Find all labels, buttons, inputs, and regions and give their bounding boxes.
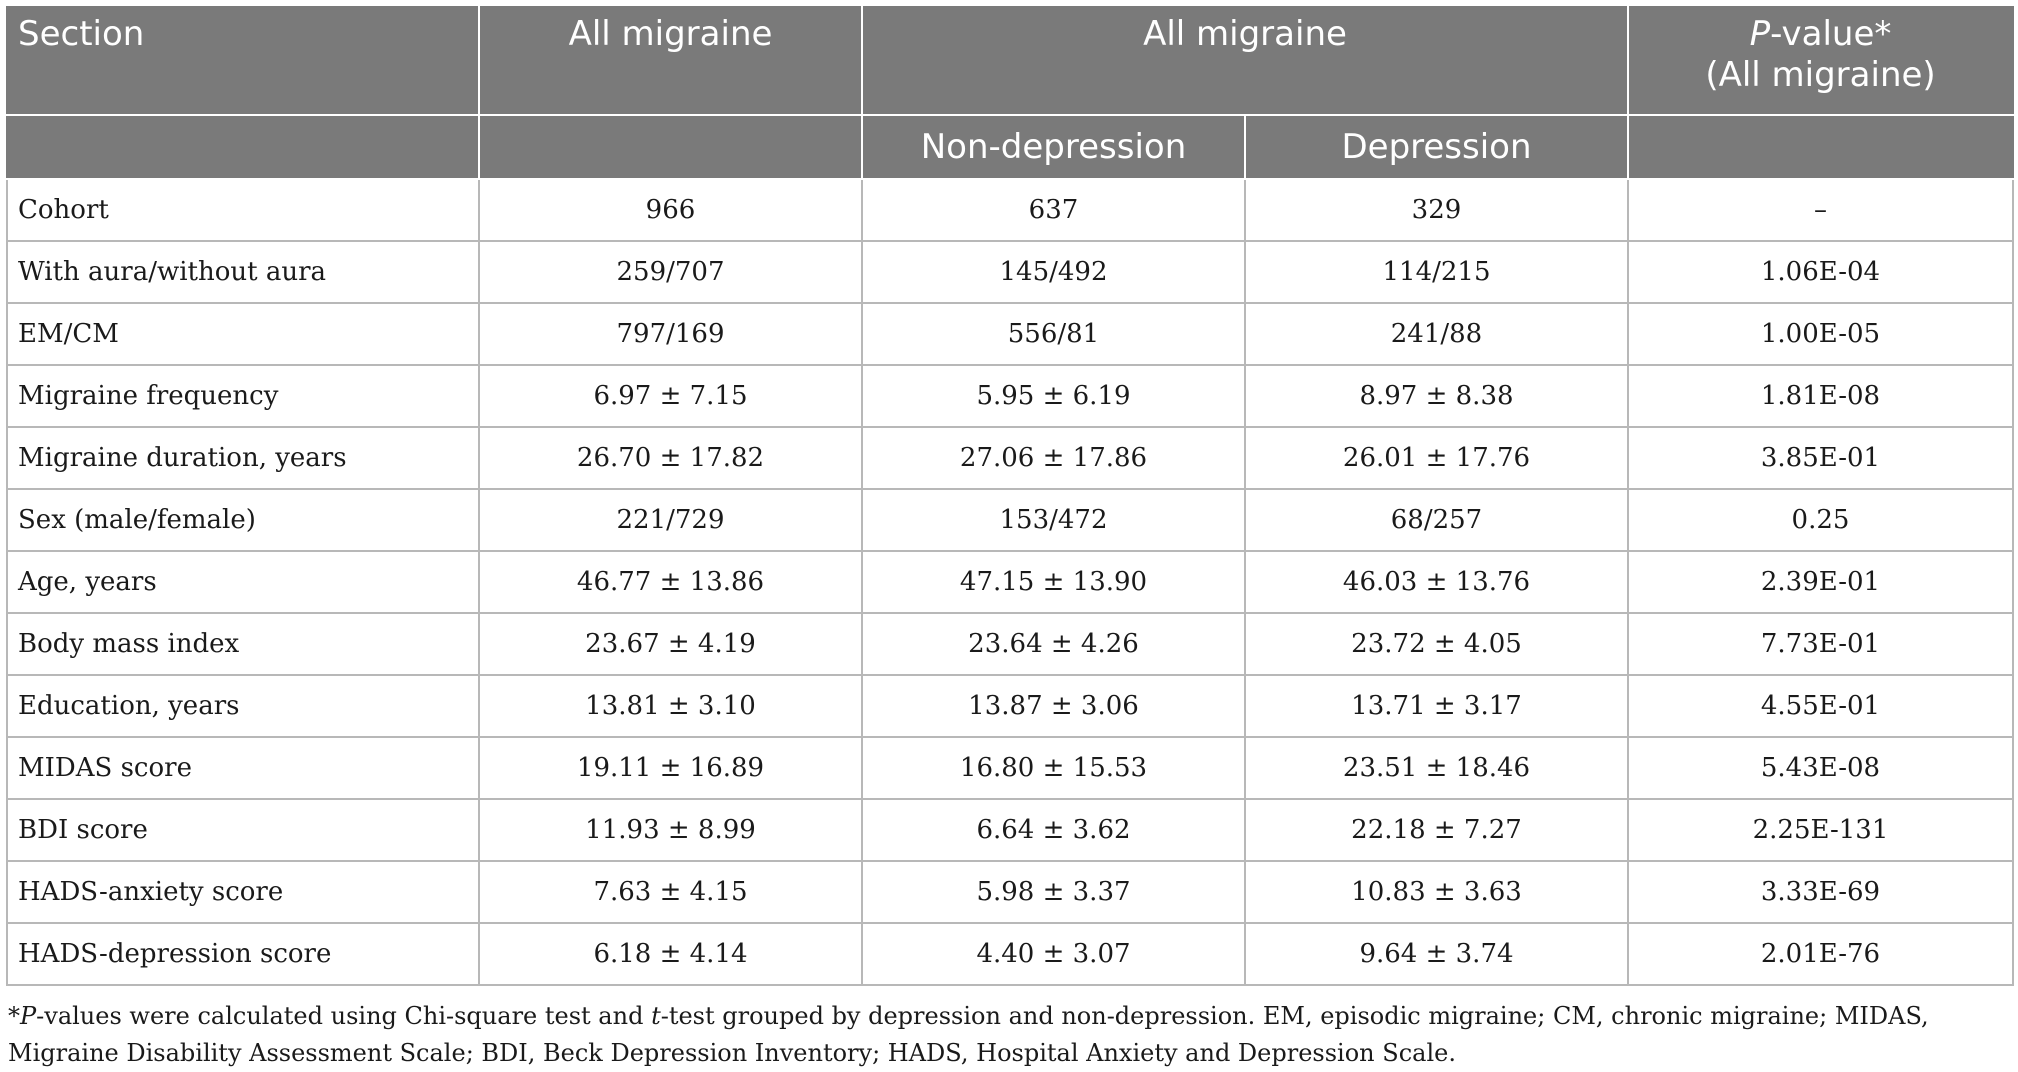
cell-section: Migraine frequency: [7, 365, 479, 427]
table-container: [6, 6, 2012, 1072]
header-pvalue-italic: P: [1749, 14, 1771, 54]
header-empty-all: [479, 115, 862, 179]
cell-section: Sex (male/female): [7, 489, 479, 551]
cell-depression: 114/215: [1245, 241, 1628, 303]
table-footnote: [6, 998, 2008, 1072]
cell-pvalue: 2.25E-131: [1628, 799, 2013, 861]
cell-non-depression: 5.95 ± 6.19: [862, 365, 1245, 427]
table-row: [7, 737, 2013, 799]
cell-all-migraine: 221/729: [479, 489, 862, 551]
cell-non-depression: 47.15 ± 13.90: [862, 551, 1245, 613]
cell-all-migraine: 23.67 ± 4.19: [479, 613, 862, 675]
cell-depression: 13.71 ± 3.17: [1245, 675, 1628, 737]
cell-section: Age, years: [7, 551, 479, 613]
footnote-star: *: [8, 1002, 20, 1030]
table-row: [7, 241, 2013, 303]
table-row: [7, 861, 2013, 923]
header-pvalue-rest: -value*: [1770, 14, 1892, 54]
table-row: [7, 427, 2013, 489]
cell-all-migraine: 26.70 ± 17.82: [479, 427, 862, 489]
header-pvalue-sub: (All migraine): [1705, 55, 1936, 95]
cell-all-migraine: 19.11 ± 16.89: [479, 737, 862, 799]
header-empty-pvalue: [1628, 115, 2013, 179]
cell-all-migraine: 46.77 ± 13.86: [479, 551, 862, 613]
cell-pvalue: 2.39E-01: [1628, 551, 2013, 613]
cell-all-migraine: 11.93 ± 8.99: [479, 799, 862, 861]
header-all-migraine: All migraine: [479, 7, 862, 115]
cell-pvalue: 3.33E-69: [1628, 861, 2013, 923]
cell-pvalue: –: [1628, 179, 2013, 241]
table-row: [7, 613, 2013, 675]
table-row: [7, 799, 2013, 861]
cell-depression: 241/88: [1245, 303, 1628, 365]
cell-depression: 23.51 ± 18.46: [1245, 737, 1628, 799]
cell-non-depression: 13.87 ± 3.06: [862, 675, 1245, 737]
cell-depression: 22.18 ± 7.27: [1245, 799, 1628, 861]
cell-pvalue: 3.85E-01: [1628, 427, 2013, 489]
cell-pvalue: 7.73E-01: [1628, 613, 2013, 675]
table-row: [7, 489, 2013, 551]
cell-depression: 68/257: [1245, 489, 1628, 551]
cell-section: Body mass index: [7, 613, 479, 675]
cell-section: Migraine duration, years: [7, 427, 479, 489]
table-row: [7, 365, 2013, 427]
cell-all-migraine: 7.63 ± 4.15: [479, 861, 862, 923]
footnote-part2: -test grouped by depression and non-depression. EM, episodic migraine; CM, chronic migraine; MIDAS, Migraine Disability Assessment Scale; BDI, Beck Depression Inventory; HADS, Hospital Anxiety and Depression Scale.: [8, 1002, 1929, 1067]
header-depression: Depression: [1245, 115, 1628, 179]
cell-depression: 10.83 ± 3.63: [1245, 861, 1628, 923]
cell-pvalue: 2.01E-76: [1628, 923, 2013, 985]
header-pvalue: [1628, 7, 2013, 115]
table-row: [7, 923, 2013, 985]
cell-depression: 23.72 ± 4.05: [1245, 613, 1628, 675]
cell-non-depression: 4.40 ± 3.07: [862, 923, 1245, 985]
table-row: [7, 303, 2013, 365]
cell-non-depression: 16.80 ± 15.53: [862, 737, 1245, 799]
header-non-depression: Non-depression: [862, 115, 1245, 179]
header-row-2: [7, 115, 2013, 179]
cell-pvalue: 4.55E-01: [1628, 675, 2013, 737]
header-section: Section: [7, 7, 479, 115]
header-row-1: [7, 7, 2013, 115]
cell-section: HADS-anxiety score: [7, 861, 479, 923]
cell-non-depression: 23.64 ± 4.26: [862, 613, 1245, 675]
cell-pvalue: 1.00E-05: [1628, 303, 2013, 365]
cell-all-migraine: 6.97 ± 7.15: [479, 365, 862, 427]
cell-depression: 8.97 ± 8.38: [1245, 365, 1628, 427]
cell-pvalue: 5.43E-08: [1628, 737, 2013, 799]
cell-all-migraine: 966: [479, 179, 862, 241]
cell-pvalue: 1.06E-04: [1628, 241, 2013, 303]
table-row: [7, 179, 2013, 241]
cell-all-migraine: 13.81 ± 3.10: [479, 675, 862, 737]
cell-non-depression: 637: [862, 179, 1245, 241]
cell-section: With aura/without aura: [7, 241, 479, 303]
cell-pvalue: 0.25: [1628, 489, 2013, 551]
demographics-table: [6, 6, 2014, 986]
cell-non-depression: 556/81: [862, 303, 1245, 365]
header-empty-section: [7, 115, 479, 179]
cell-section: BDI score: [7, 799, 479, 861]
cell-depression: 26.01 ± 17.76: [1245, 427, 1628, 489]
cell-section: Education, years: [7, 675, 479, 737]
cell-section: HADS-depression score: [7, 923, 479, 985]
cell-non-depression: 145/492: [862, 241, 1245, 303]
cell-depression: 329: [1245, 179, 1628, 241]
cell-section: Cohort: [7, 179, 479, 241]
cell-section: EM/CM: [7, 303, 479, 365]
cell-section: MIDAS score: [7, 737, 479, 799]
cell-all-migraine: 6.18 ± 4.14: [479, 923, 862, 985]
cell-depression: 9.64 ± 3.74: [1245, 923, 1628, 985]
header-group-all-migraine: All migraine: [862, 7, 1628, 115]
table-row: [7, 675, 2013, 737]
cell-depression: 46.03 ± 13.76: [1245, 551, 1628, 613]
cell-all-migraine: 797/169: [479, 303, 862, 365]
cell-non-depression: 153/472: [862, 489, 1245, 551]
footnote-p-italic: P: [20, 1002, 37, 1030]
cell-non-depression: 6.64 ± 3.62: [862, 799, 1245, 861]
cell-pvalue: 1.81E-08: [1628, 365, 2013, 427]
cell-all-migraine: 259/707: [479, 241, 862, 303]
table-row: [7, 551, 2013, 613]
cell-non-depression: 27.06 ± 17.86: [862, 427, 1245, 489]
cell-non-depression: 5.98 ± 3.37: [862, 861, 1245, 923]
table-body: [7, 179, 2013, 985]
footnote-part1: -values were calculated using Chi-square test and: [36, 1002, 652, 1030]
footnote-t-italic: t: [651, 1002, 661, 1030]
